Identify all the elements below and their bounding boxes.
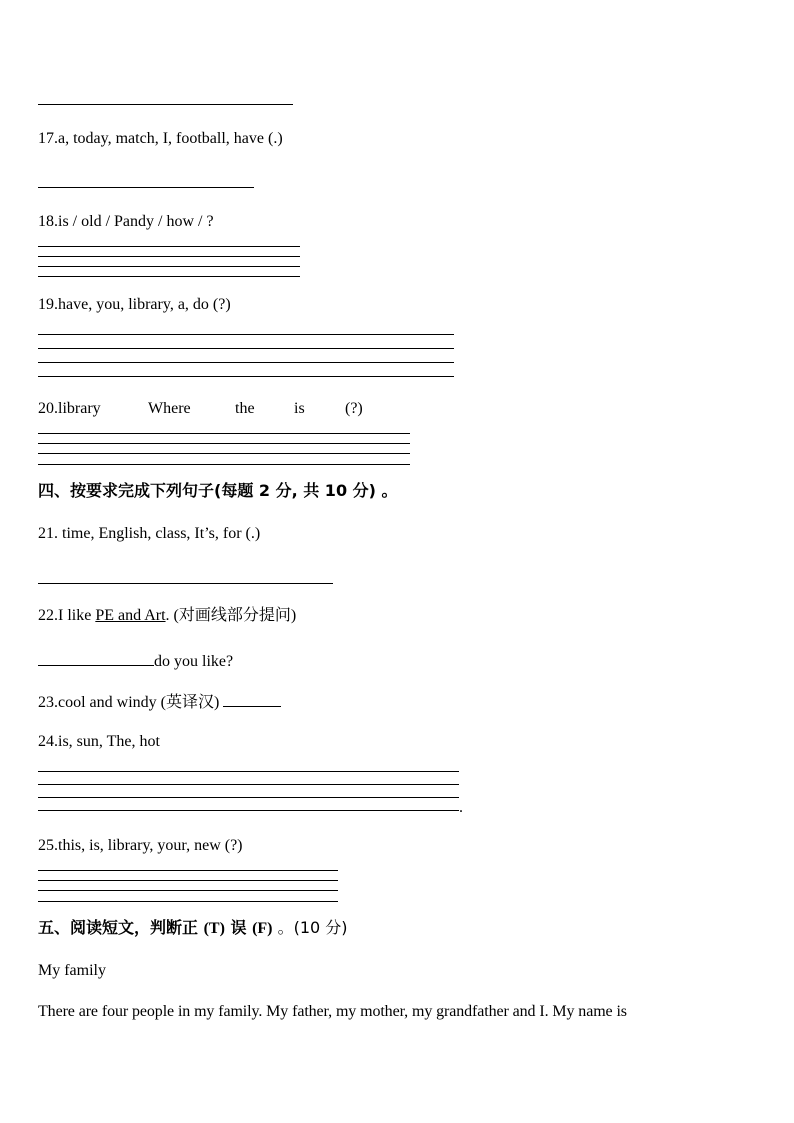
answer-line-21	[38, 583, 333, 584]
answer-line-20b	[38, 443, 410, 444]
answer-line-24b	[38, 784, 459, 785]
answer-line-18d	[38, 276, 300, 277]
answer-line-25c	[38, 890, 338, 891]
answer-line-25a	[38, 870, 338, 871]
question-17: 17.a, today, match, I, football, have (.)	[38, 130, 283, 147]
section-5-true-mark: (T)	[203, 920, 225, 937]
section-4-title: 四、按要求完成下列句子(每题 2 分, 共 10 分) 。	[38, 481, 398, 500]
question-22-prefix: 22.I like	[38, 607, 96, 624]
question-20-word-is: is	[294, 400, 305, 417]
question-20-punct: (?)	[345, 400, 363, 417]
section-5-false-mark: (F)	[252, 920, 273, 937]
section-5-title	[38, 918, 348, 939]
question-24: 24.is, sun, The, hot	[38, 733, 160, 750]
question-20-word-the: the	[235, 400, 255, 417]
answer-line-19d	[38, 376, 454, 377]
answer-line-20a	[38, 433, 410, 434]
answer-blank-22[interactable]	[38, 649, 154, 666]
section-5-title-b: 。(10 分)	[272, 918, 348, 937]
question-22-answer-suffix: do you like?	[154, 653, 234, 670]
question-20-word-where: Where	[148, 400, 191, 417]
question-23-text: 23.cool and windy (英译汉)	[38, 694, 224, 711]
question-24-trailing-period: .	[459, 799, 463, 816]
answer-line-18c	[38, 266, 300, 267]
question-23	[38, 690, 281, 713]
section-5-title-a: 五、阅读短文，判断正	[38, 918, 204, 937]
answer-line-18a	[38, 246, 300, 247]
question-22-underlined: PE and Art	[95, 607, 166, 624]
question-22-answer	[38, 649, 233, 672]
answer-line-18b	[38, 256, 300, 257]
question-21: 21. time, English, class, It’s, for (.)	[38, 525, 261, 542]
answer-line-24d	[38, 810, 459, 811]
question-19: 19.have, you, library, a, do (?)	[38, 296, 231, 313]
answer-line-24a	[38, 771, 459, 772]
answer-line-20d	[38, 464, 410, 465]
question-25: 25.this, is, library, your, new (?)	[38, 837, 243, 854]
answer-line-19c	[38, 362, 454, 363]
reading-heading: My family	[38, 962, 106, 979]
answer-line-25d	[38, 901, 338, 902]
section-5-title-mid: 误	[224, 918, 253, 937]
question-22	[38, 606, 296, 626]
answer-line-19b	[38, 348, 454, 349]
answer-line-19a	[38, 334, 454, 335]
answer-line-25b	[38, 880, 338, 881]
question-22-suffix: . (对画线部分提问)	[165, 607, 297, 624]
answer-blank-23[interactable]	[223, 690, 281, 707]
reading-line-1: There are four people in my family. My father, my mother, my grandfather and I. My name is	[38, 1003, 627, 1020]
question-20-number: 20.library	[38, 400, 101, 417]
answer-line-20c	[38, 453, 410, 454]
answer-line-16	[38, 104, 293, 105]
question-18: 18.is / old / Pandy / how / ?	[38, 213, 214, 230]
answer-line-24c	[38, 797, 459, 798]
answer-line-17	[38, 187, 254, 188]
